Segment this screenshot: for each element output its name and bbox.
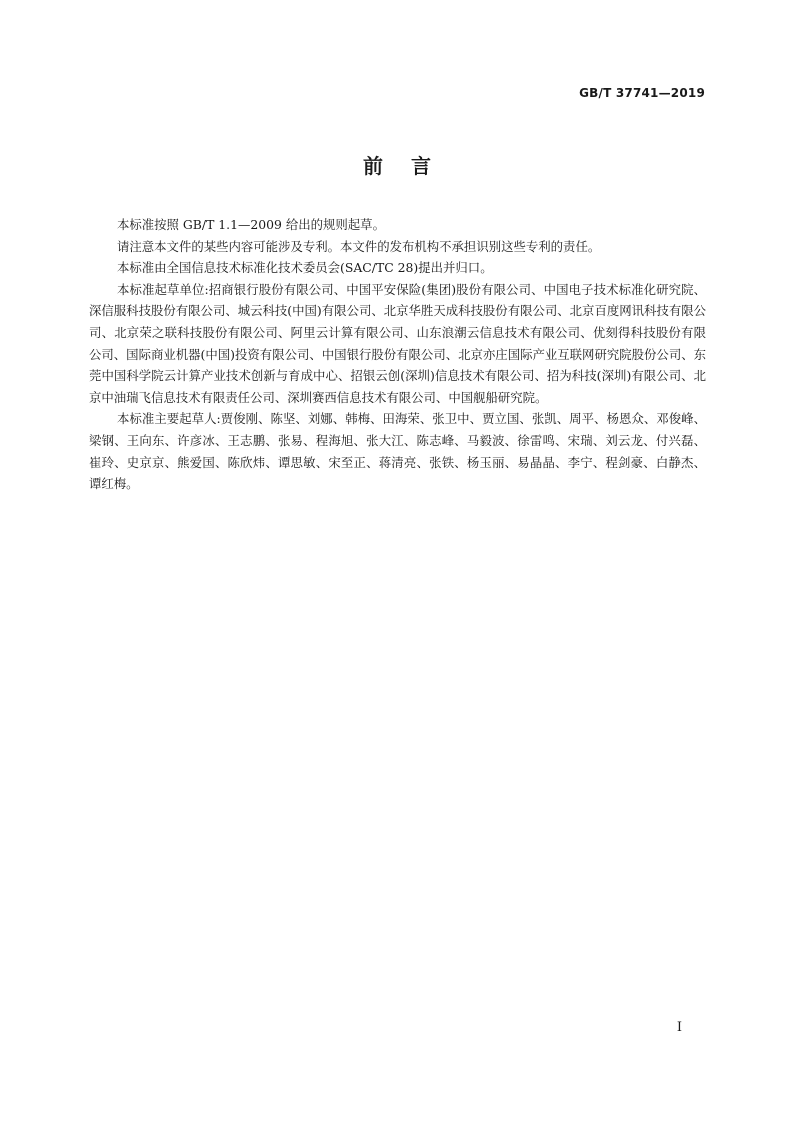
paragraph-patent-notice: 请注意本文件的某些内容可能涉及专利。本文件的发布机构不承担识别这些专利的责任。 <box>117 238 601 254</box>
paragraph-drafting-units: 本标准起草单位:招商银行股份有限公司、中国平安保险(集团)股份有限公司、中国电子技术标准化研究院、深信服科技股份有限公司、城云科技(中国)有限公司、北京华胜天成科技股份有限公司、北京百度网讯科技有限公司、北京荣之联科技股份有限公司、阿里云计算有限公司、山东浪潮云信息技术有限公司、优刻得科技股份有限公司、国际商业机器(中国)投资有限公司、中国银行股份有限公司、北京亦庄国际产业互联网研究院股份公司、东莞中国科学院云计算产业技术创新与育成中心、招银云创(深圳)信息技术有限公司、招为科技(深圳)有限公司、北京中油瑞飞信息技术有限责任公司、深圳赛西信息技术有限公司、中国舰船研究院。 <box>89 281 706 405</box>
page-number: I <box>676 1020 682 1035</box>
standard-code: GB/T 37741—2019 <box>579 86 705 100</box>
foreword-body <box>89 214 706 495</box>
paragraph-proposer: 本标准由全国信息技术标准化技术委员会(SAC/TC 28)提出并归口。 <box>117 260 493 276</box>
page-title: 前言 <box>363 154 459 178</box>
paragraph-drafting-rules: 本标准按照 GB/T 1.1—2009 给出的规则起草。 <box>117 217 385 232</box>
paragraph-drafters: 本标准主要起草人:贾俊刚、陈坚、刘娜、韩梅、田海荣、张卫中、贾立国、张凯、周平、杨恩众、邓俊峰、梁钢、王向东、许彦冰、王志鹏、张易、程海旭、张大江、陈志峰、马毅波、徐雷鸣、宋瑞、刘云龙、付兴磊、崔玲、史京京、熊爱国、陈欣炜、谭思敏、宋至正、蒋清亮、张铁、杨玉丽、易晶晶、李宁、程剑豪、白静杰、谭红梅。 <box>89 411 706 492</box>
